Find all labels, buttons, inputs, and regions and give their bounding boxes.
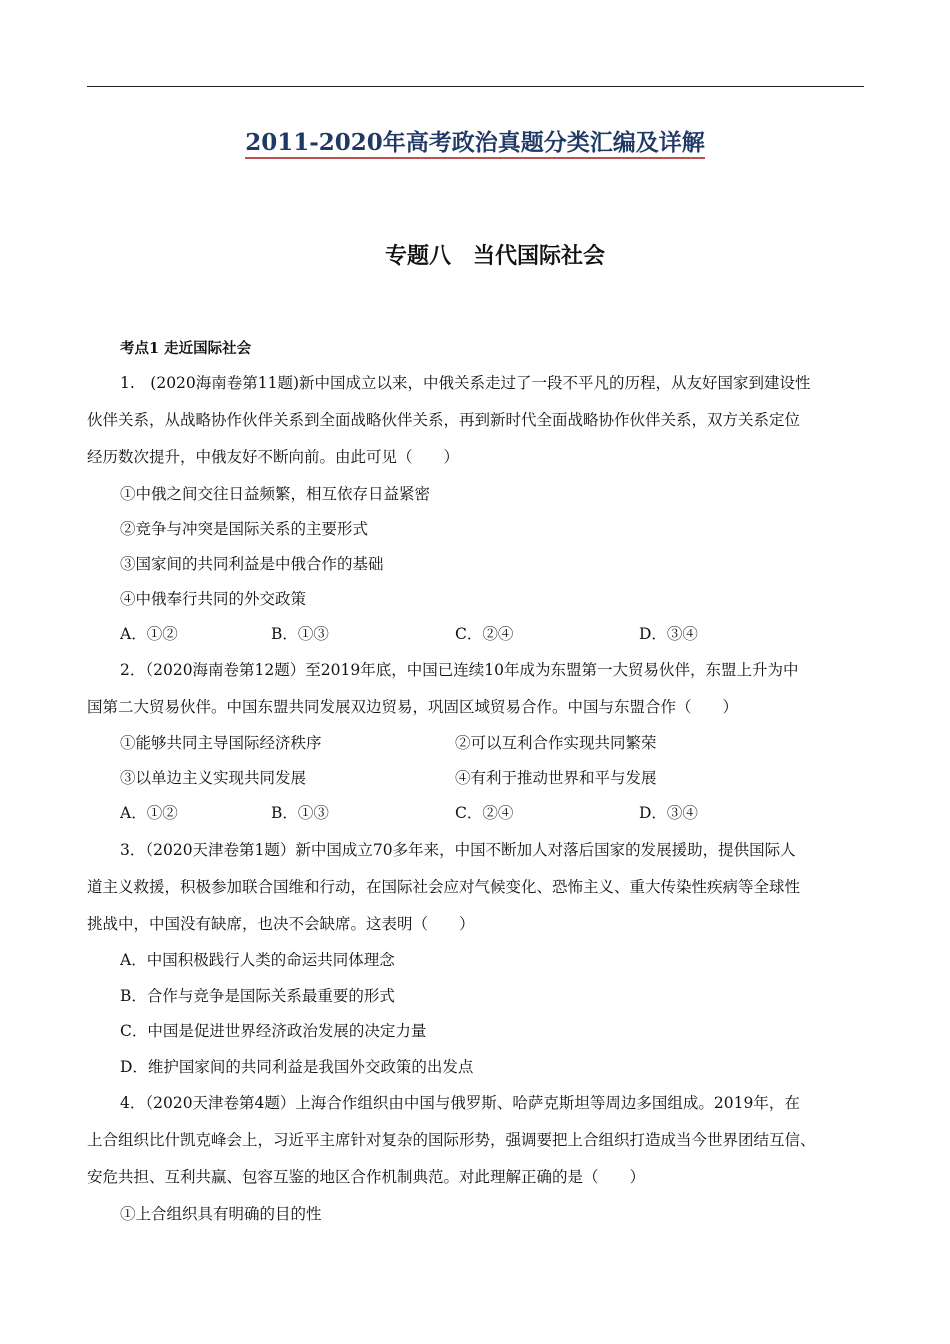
q1-option-d: D．③④ <box>639 625 698 643</box>
q1-option-a: A．①② <box>120 625 178 643</box>
q2-option-b: B．①③ <box>271 804 329 822</box>
q2-line-1: 2．（2020海南卷第12题）至2019年底，中国已连续10年成为东盟第一大贸易伙伴，东盟上升为中 <box>120 661 799 679</box>
q4-statement-1: ①上合组织具有明确的目的性 <box>120 1205 322 1223</box>
q3-option-d: D．维护国家间的共同利益是我国外交政策的出发点 <box>120 1058 474 1076</box>
header-rule <box>87 86 864 87</box>
q4-line-3: 安危共担、互利共赢、包容互鉴的地区合作机制典范。对此理解正确的是（ ） <box>87 1168 646 1186</box>
q1-statement-4: ④中俄奉行共同的外交政策 <box>120 590 307 608</box>
section-heading: 考点1 走近国际社会 <box>120 340 252 357</box>
q2-statement-2: ②可以互利合作实现共同繁荣 <box>455 734 657 752</box>
q1-line-1: 1. (2020海南卷第11题)新中国成立以来，中俄关系走过了一段不平凡的历程，从友好国家到建设性 <box>120 374 811 392</box>
q1-option-b: B．①③ <box>271 625 329 643</box>
q4-line-2: 上合组织比什凯克峰会上，习近平主席针对复杂的国际形势，强调要把上合组织打造成当今世界团结互信、 <box>87 1131 816 1149</box>
q2-statement-1: ①能够共同主导国际经济秩序 <box>120 734 322 752</box>
q2-statement-4: ④有利于推动世界和平与发展 <box>455 769 657 787</box>
q1-line-3: 经历数次提升，中俄友好不断向前。由此可见（ ） <box>87 448 460 466</box>
q1-option-c: C．②④ <box>455 625 514 643</box>
q1-statement-3: ③国家间的共同利益是中俄合作的基础 <box>120 555 384 573</box>
q1-statement-1: ①中俄之间交往日益频繁，相互依存日益紧密 <box>120 485 431 503</box>
q3-option-b: B．合作与竞争是国际关系最重要的形式 <box>120 987 395 1005</box>
q3-option-a: A．中国积极践行人类的命运共同体理念 <box>120 951 395 969</box>
q1-line-2: 伙伴关系，从战略协作伙伴关系到全面战略伙伴关系，再到新时代全面战略协作伙伴关系，双方关系定位 <box>87 411 801 429</box>
q3-line-3: 挑战中，中国没有缺席，也决不会缺席。这表明（ ） <box>87 915 475 933</box>
q2-option-a: A．①② <box>120 804 178 822</box>
q2-option-d: D．③④ <box>639 804 698 822</box>
q1-statement-2: ②竞争与冲突是国际关系的主要形式 <box>120 520 369 538</box>
q4-line-1: 4．（2020天津卷第4题）上海合作组织由中国与俄罗斯、哈萨克斯坦等周边多国组成。2019年，在 <box>120 1094 800 1112</box>
topic-title: 专题八 当代国际社会 <box>384 244 605 269</box>
q2-line-2: 国第二大贸易伙伴。中国东盟共同发展双边贸易，巩固区域贸易合作。中国与东盟合作（ ） <box>87 698 739 716</box>
q3-line-1: 3．（2020天津卷第1题）新中国成立70多年来，中国不断加人对落后国家的发展援助，提供国际人 <box>120 841 796 859</box>
q2-statement-3: ③以单边主义实现共同发展 <box>120 769 307 787</box>
q3-line-2: 道主义救援，积极参加联合国维和行动，在国际社会应对气候变化、恐怖主义、重大传染性疾病等全球性 <box>87 878 801 896</box>
q2-option-c: C．②④ <box>455 804 514 822</box>
q3-option-c: C．中国是促进世界经济政治发展的决定力量 <box>120 1022 427 1040</box>
document-title: 2011-2020年高考政治真题分类汇编及详解 <box>0 124 950 157</box>
